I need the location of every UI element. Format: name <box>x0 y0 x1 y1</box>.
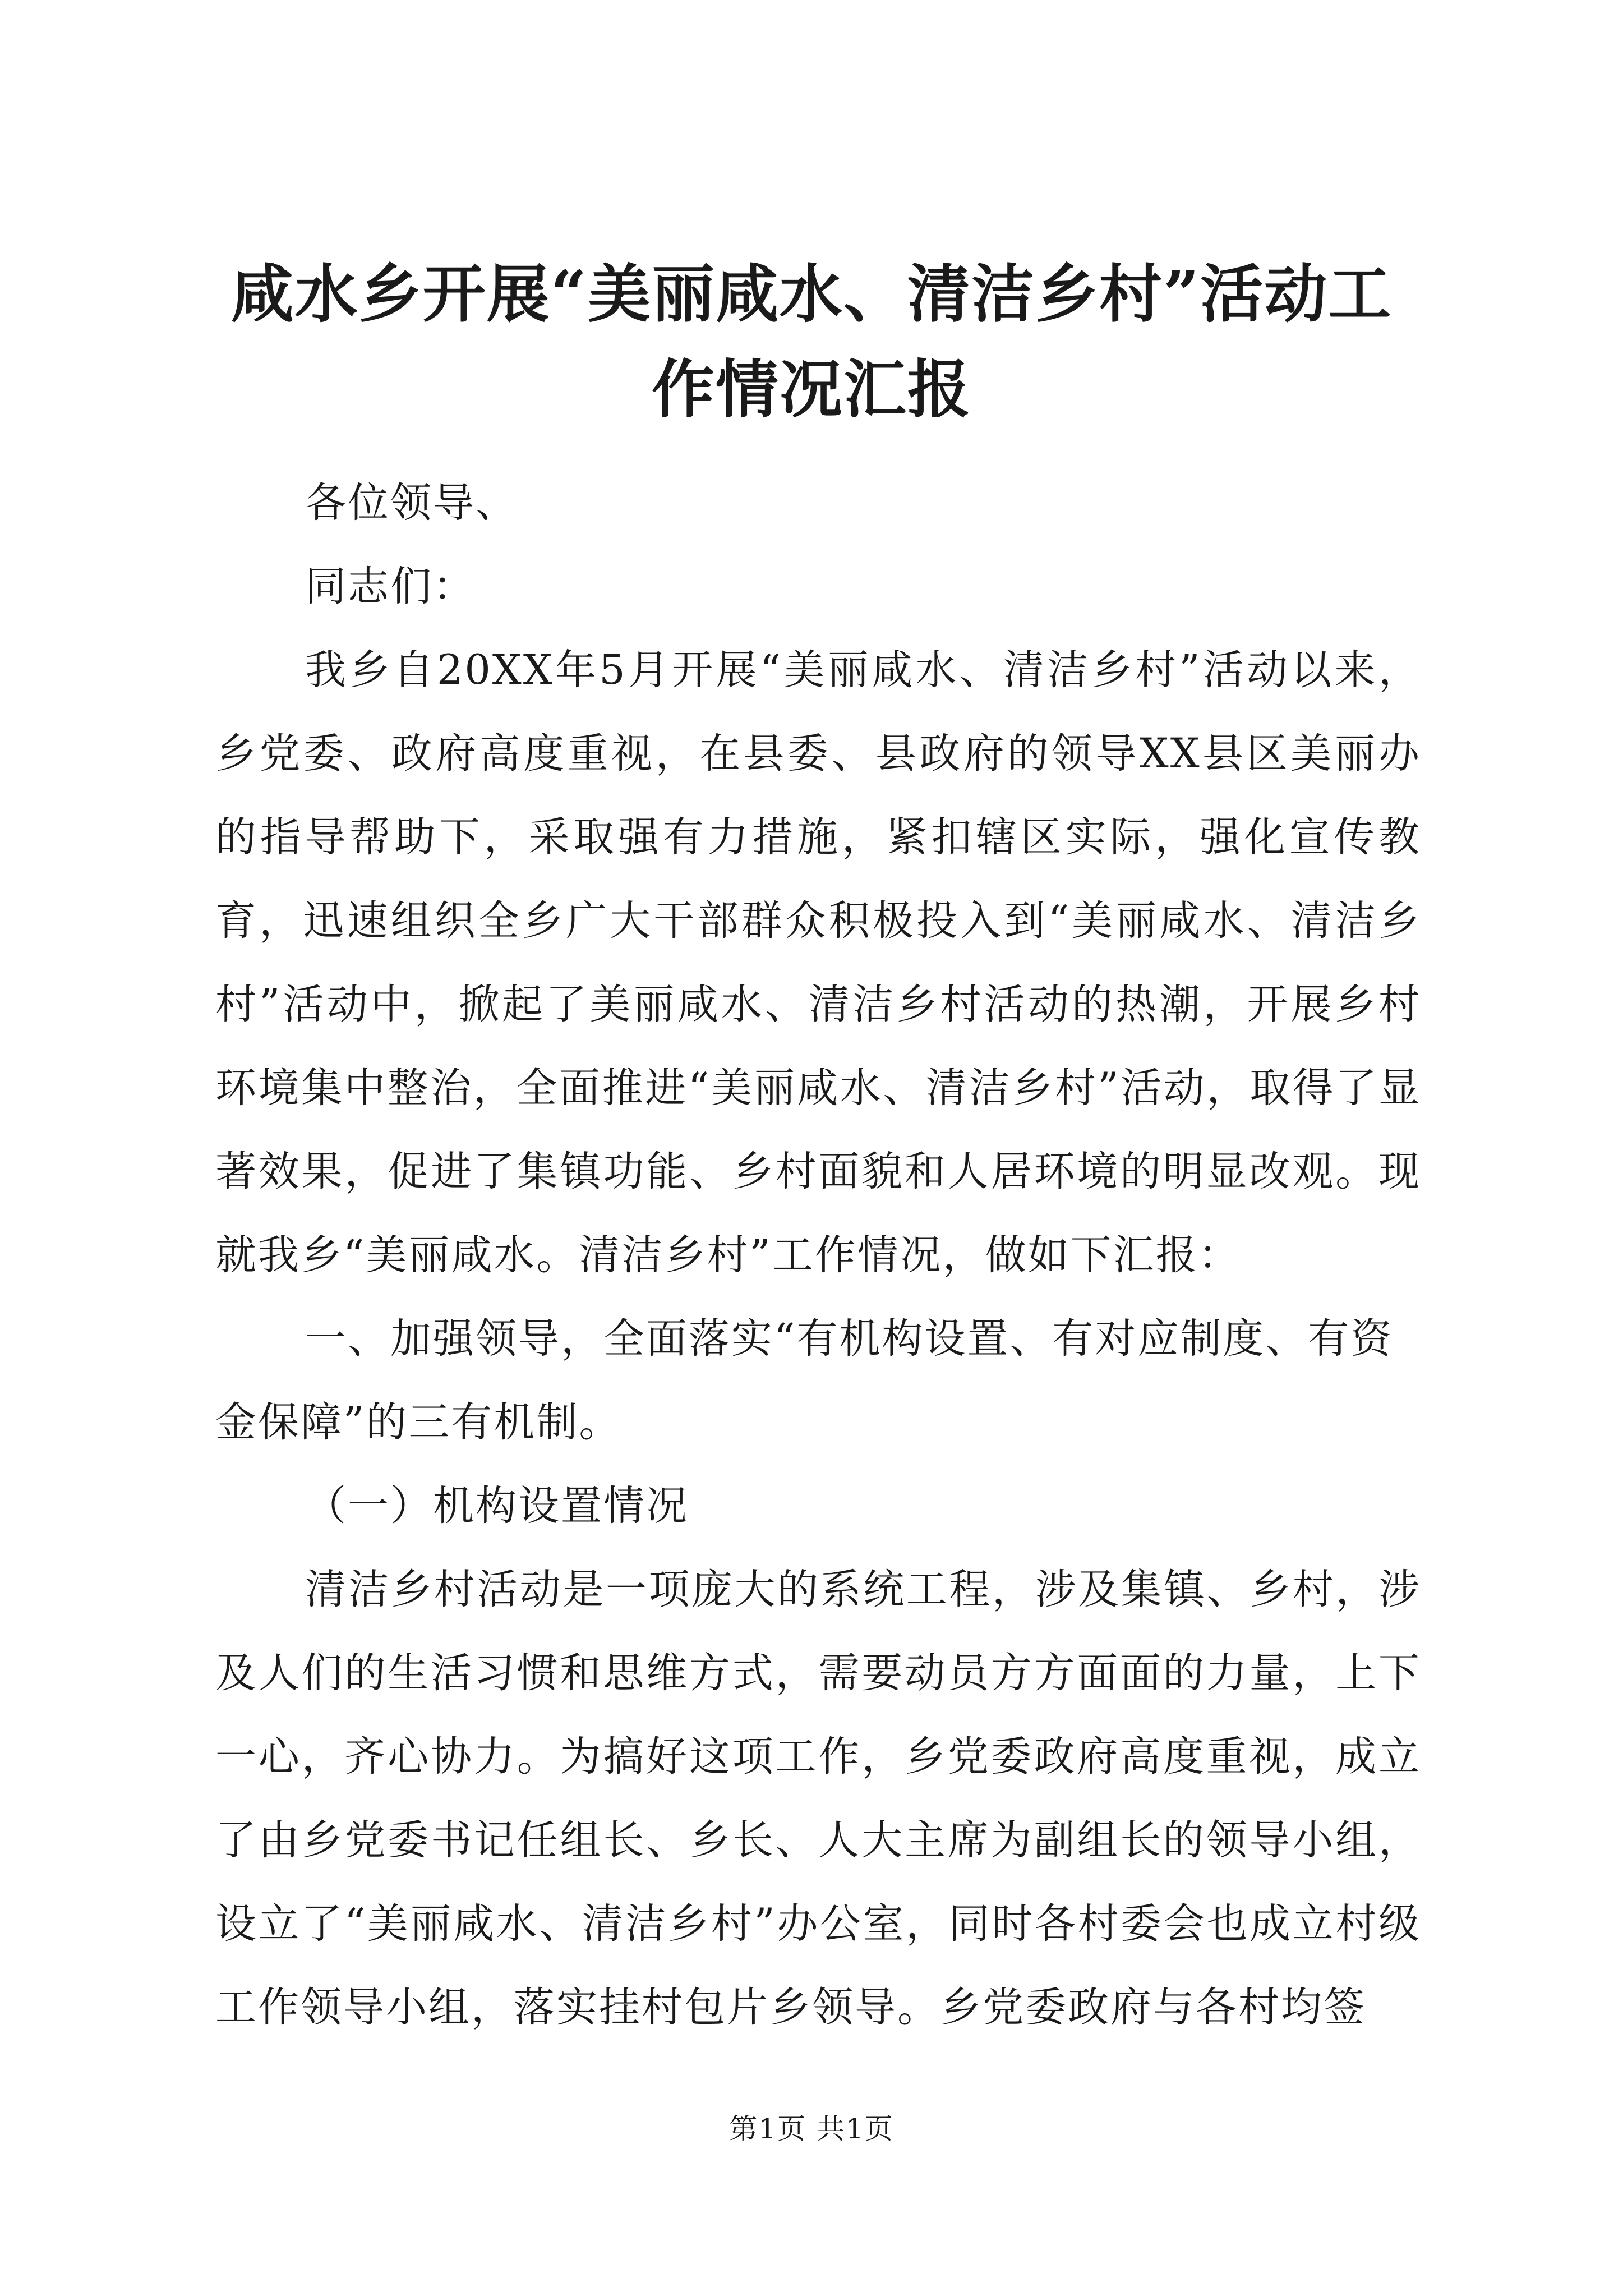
page-footer: 第1页 共1页 <box>729 2113 894 2145</box>
salutation-line-2: 同志们： <box>305 563 476 610</box>
document-title: 咸水乡开展“美丽咸水、清洁乡村”活动工作情况汇报 <box>230 257 1393 426</box>
section-heading-1: 一、加强领导，全面落实“有机构设置、有对应制度、有资金保障”的三有机制。 <box>215 1315 1394 1446</box>
salutation-line-1: 各位领导、 <box>305 479 518 527</box>
body-paragraph: 清洁乡村活动是一项庞大的系统工程，涉及集镇、乡村，涉及人们的生活习惯和思维方式，需要动员方方面面的力量，上下一心，齐心协力。为搞好这项工作，乡党委政府高度重视，成立了由乡党委书记任组长、乡长、人大主席为副组长的领导小组，设立了“美丽咸水、清洁乡村”办公室，同时各村委会也成立村级工作领导小组，落实挂村包片乡领导。乡党委政府与各村均签 <box>215 1566 1421 2031</box>
subsection-heading-1: （一）机构设置情况 <box>305 1482 689 1530</box>
intro-paragraph: 我乡自20XX年5月开展“美丽咸水、清洁乡村”活动以来，乡党委、政府高度重视，在县委、县政府的领导XX县区美丽办的指导帮助下，采取强有力措施，紧扣辖区实际，强化宣传教育，迅速组织全乡广大干部群众积极投入到“美丽咸水、清洁乡村”活动中，掀起了美丽咸水、清洁乡村活动的热潮，开展乡村环境集中整治，全面推进“美丽咸水、清洁乡村”活动，取得了显著效果，促进了集镇功能、乡村面貌和人居环境的明显改观。现就我乡“美丽咸水。清洁乡村”工作情况，做如下汇报： <box>215 646 1421 1279</box>
document-body <box>215 461 1421 2049</box>
